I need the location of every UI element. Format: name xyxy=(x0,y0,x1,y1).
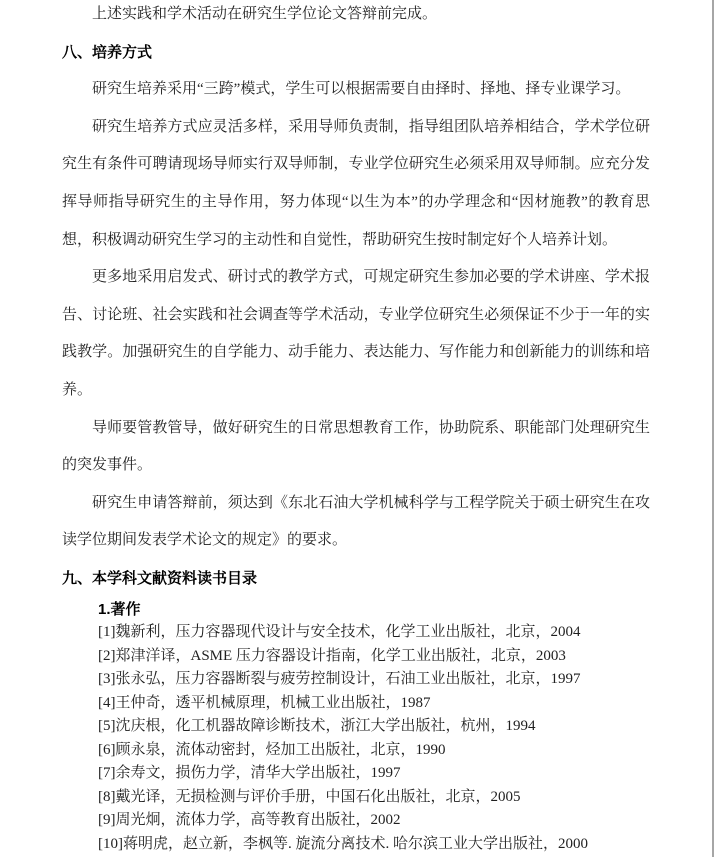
section-8-paragraph: 研究生培养采用“三跨”模式，学生可以根据需要自由择时、择地、择专业课学习。 xyxy=(92,81,631,98)
reference-item: [5]沈庆根，化工机器故障诊断技术，浙江大学出版社，杭州，1994 xyxy=(98,718,536,735)
reference-item: [3]张永弘，压力容器断裂与疲劳控制设计，石油工业出版社，北京，1997 xyxy=(98,671,581,688)
body-text-block xyxy=(62,0,650,598)
section-8-paragraph: 研究生培养方式应灵活多样，采用导师负责制，指导组团队培养相结合，学术学位研究生有条件可聘请现场导师实行双导师制，专业学位研究生必须采用双导师制。应充分发挥导师指导研究生的主导作用，努力体现“以生为本”的办学理念和“因材施教”的教育思想，积极调动研究生学习的主动性和自觉性，帮助研究生按时制定好个人培养计划。 xyxy=(62,118,650,248)
reference-item: [2]郑津洋译，ASME 压力容器设计指南，化学工业出版社，北京，2003 xyxy=(98,647,566,664)
section-9-heading: 九、本学科文献资料读书目录 xyxy=(62,569,258,587)
section-8-paragraph: 研究生申请答辩前，须达到《东北石油大学机械科学与工程学院关于硕士研究生在攻读学位期间发表学术论文的规定》的要求。 xyxy=(62,494,650,549)
reference-item: [4]王仲奇，透平机械原理，机械工业出版社，1987 xyxy=(98,694,431,711)
intro-paragraph: 上述实践和学术活动在研究生学位论文答辩前完成。 xyxy=(92,6,438,22)
reference-item: [9]周光炯，流体力学，高等教育出版社，2002 xyxy=(98,812,401,829)
section-8-paragraph: 更多地采用启发式、研讨式的教学方式，可规定研究生参加必要的学术讲座、学术报告、讨论班、社会实践和社会调查等学术活动，专业学位研究生必须保证不少于一年的实践教学。加强研究生的自学能力、动手能力、表达能力、写作能力和创新能力的训练和培养。 xyxy=(62,269,650,398)
reference-item: [7]余寿文，损伤力学，清华大学出版社，1997 xyxy=(98,765,401,782)
document-content xyxy=(62,0,650,857)
reference-item: [6]顾永泉，流体动密封，烃加工出版社，北京，1990 xyxy=(98,741,446,758)
books-subheading: 1.著作 xyxy=(98,600,141,618)
reference-item: [8]戴光译，无损检测与评价手册，中国石化出版社，北京，2005 xyxy=(98,788,521,805)
reference-item: [10]蒋明虎，赵立新，李枫等. 旋流分离技术. 哈尔滨工业大学出版社，2000 xyxy=(98,835,588,852)
window-right-border xyxy=(712,0,714,857)
reference-list xyxy=(98,598,650,857)
section-8-heading: 八、培养方式 xyxy=(62,43,153,61)
reference-item: [1]魏新利，压力容器现代设计与安全技术，化学工业出版社，北京，2004 xyxy=(98,624,581,641)
section-8-paragraph: 导师要管教管导，做好研究生的日常思想教育工作，协助院系、职能部门处理研究生的突发事件。 xyxy=(62,419,650,474)
